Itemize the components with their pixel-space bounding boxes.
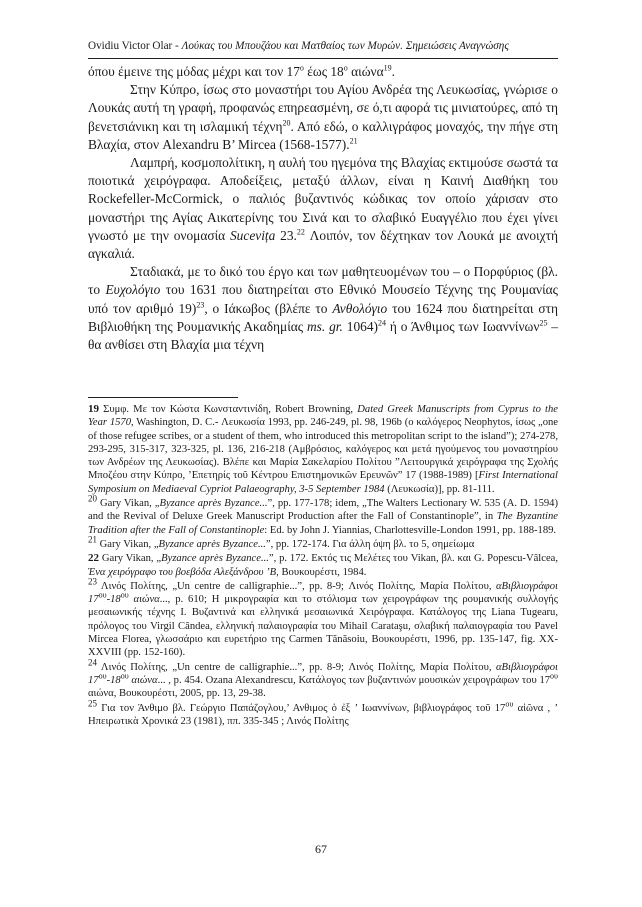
- footnote-ref-23[interactable]: 23: [196, 300, 205, 310]
- paragraph-1: όπου έμεινε της μόδας μέχρι και τον $17^o$ έως $18^o$ αιώνα$^{19}$.: [88, 63, 395, 79]
- header-subtitle: Λούκας του Μπουζάου και Ματθαίος των Μυρών. Σημειώσεις Αναγνώσης: [181, 40, 509, 52]
- footnote-ref-21[interactable]: 21: [349, 136, 358, 146]
- footnote-21: $^{21}$ Gary Vikan, „Byzance après Byzance...”, pp. 172-174. Για άλλη όψη βλ. το 5, σημείωμα: [88, 534, 475, 550]
- footnote-separator: [88, 397, 238, 398]
- footnote-ref-19[interactable]: 19: [383, 63, 392, 73]
- footnote-20: $^{20}$ Gary Vikan, „Byzance après Byzance...”, pp. 177-178; idem, „The Walters Lectionary W. 535 (A. D. 1594) and the Revival of Deluxe Greek Manuscript Production after the Fall of Constantinople”, in The Byzantine Tradition after the Fall of Constantinople: Ed. by John J. Yiannias, Charlottesville-London 1991, pp. 188-189.: [88, 493, 558, 536]
- footnote-ref-24[interactable]: 24: [378, 318, 386, 328]
- footnote-25: $^{25}$ Για τον Άνθιμο βλ. Γεώργιο Παπάζογλου,’ Ανθιμος ὁ ἐξ ’ Ιωαννίνων, βιβλιογράφος τοῦ $17^{o\upsilon}$ αἰῶνα , ’ Ηπειρωτικὰ Χρονικά 23 (1981), ππ. 335-345 ; Λινός Πολίτης: [88, 698, 558, 727]
- paragraph-3: Λαμπρή, κοσμοπολίτικη, η αυλή του ηγεμόνα της Βλαχίας εκτιμούσε σωστά τα ποιοτικά χειρόγραφα. Αποδείξεις, μεταξύ άλλων, είναι η Καινή Διαθήκη του Rockefeller-McCormick, ο παλιός βυζαντινός κώδικας τον οποίο χάρισαν στο μοναστήρι της Αγίας Αικατερίνης του Σινά και το σλαβικό Ευαγγέλιο που έχει γίνει γνωστό με την ονομασία Sucevița 23.22 Λοιπόν, τον δέχτηκαν τον Λουκά με ανοιχτή αγκαλιά.: [88, 155, 558, 262]
- footnote-ref-22[interactable]: 22: [296, 227, 305, 237]
- footnote-24: $^{24}$ Λινός Πολίτης, „Un centre de calligraphie...”, pp. 8-9; Λινός Πολίτης, Μαρία Πολίτου, αΒιβλιογράφοι $17^{o\upsilon}-18^{o\upsilon}$ αιώνα... , p. 454. Ozana Alexandrescu, Κατάλογος των βυζαντινών μουσικών χειρογράφων του $17^{o\upsilon}$ αιώνα, Βουκουρέστι, 2005, pp. 13, 29-38.: [88, 657, 559, 700]
- body-text: [88, 63, 558, 354]
- footnote-ref-25[interactable]: 25: [539, 318, 548, 328]
- running-header: [88, 40, 558, 52]
- footnote-22: 22 Gary Vikan, „Byzance après Byzance...”, p. 172. Εκτός τις Μελέτες του Vikan, βλ. και G. Popescu-Vâlcea, Ένα χειρόγραφο του βοεβόδα Αλεξάνδρου ’Β, Βουκουρέστι, 1984.: [88, 552, 559, 578]
- footnote-19: 19 Συμφ. Με τον Κώστα Κωνσταντινίδη, Robert Browning, Dated Greek Manuscripts from Cyprus to the Year 1570, Washington, D. C.- Λευκωσία 1993, pp. 246-249, pl. 98, 196b (ο καλόγερος Neophytos, ίσως „one of those refugee scribes, or a student of them, who introduced this metropolitan script to the island”); 274-278, 293-295, 315-317, 323-325, pl. 136, 216-218 (Αμβρόσιος, καλόγερος και μετά ηγούμενος του μοναστηρίου των Ανδρέων της Λευκωσίας). Βλέπε και Μαρία Σακελαρίου Πολίτου ”Λειτουργικά χειρόγραφα της Σχολής Μποζέου στην Κύπρο, ’Επετηρίς τοῦ Κέντρου Επιστημονικῶν Ερευνῶν” 17 (1988-1989) [First International Symposium on Mediaeval Cypriot Palaeography, 3-5 September 1984 (Λευκωσία)], pp. 81-111.: [88, 403, 558, 495]
- footnote-ref-20[interactable]: 20: [282, 118, 291, 128]
- paragraph-2: Στην Κύπρο, ίσως στο μοναστήρι του Αγίου Ανδρέα της Λευκωσίας, γνώρισε ο Λουκάς αυτή τη γραφή, προφανώς επηρεασμένη, σε ό,τι αφορά τις μινιατούρες, από τη βενετσιάνικη και τη ισλαμική τέχνη$^{20}$. Από εδώ, ο καλλιγράφος μοναχός, την πήγε στη Βλαχία, στον Alexandru B’ Mircea (1568-1577).$^{21}$: [88, 82, 558, 152]
- footnote-23: $^{23}$ Λινός Πολίτης, „Un centre de calligraphie...”, pp. 8-9; Λινός Πολίτης, Μαρία Πολίτου, αΒιβλιογράφοι $17^{o\upsilon}-18^{o\upsilon}$ αιώνα..., p. 610; Η μικρογραφία και το στόλισμα των χειρογράφων της ρουμανικής συλλογής μεσαιωνικής τέχνης I. Βυζαντινά και ελληνικά μεσαιωνικά Χειρόγραφα. Κατάλογος της Liana Tugearu, πρόλογος του Virgil Cândea, ελληνική παλαιογραφία του Mihail Carataşu, σλαβική παλαιογραφία του Pavel Mircea Florea, γλωσσάριο και ευρετήριο της Carmen Tănăsoiu, Βουκουρέστι, 1996, pp. 135-147, fig. XX-XXVIII (pp. 152-160).: [88, 576, 558, 659]
- footnotes: [88, 403, 558, 729]
- header-rule: [88, 58, 558, 59]
- paragraph-4: Σταδιακά, με το δικό του έργο και των μαθητευομένων του – ο Πορφύριος (βλ. το Ευχολόγιο του 1631 που διατηρείται στο Εθνικό Μουσείο Τέχνης της Ρουμανίας υπό τον αριθμό 19)$^{23}$, ο Ιάκωβος (βλέπε το Ανθολόγιο του 1624 που διατηρείται στη Βιβλιοθήκη της Ρουμανικής Ακαδημίας ms. gr. 1064)$^{24}$ ή ο Άνθιμος των Ιωαννίνων$^{25}$ – θα ανθίσει στη Βλαχία μια τέχνη: [88, 264, 559, 353]
- header-author: Ovidiu Victor Olar -: [88, 40, 182, 52]
- page-number: 67: [315, 842, 327, 856]
